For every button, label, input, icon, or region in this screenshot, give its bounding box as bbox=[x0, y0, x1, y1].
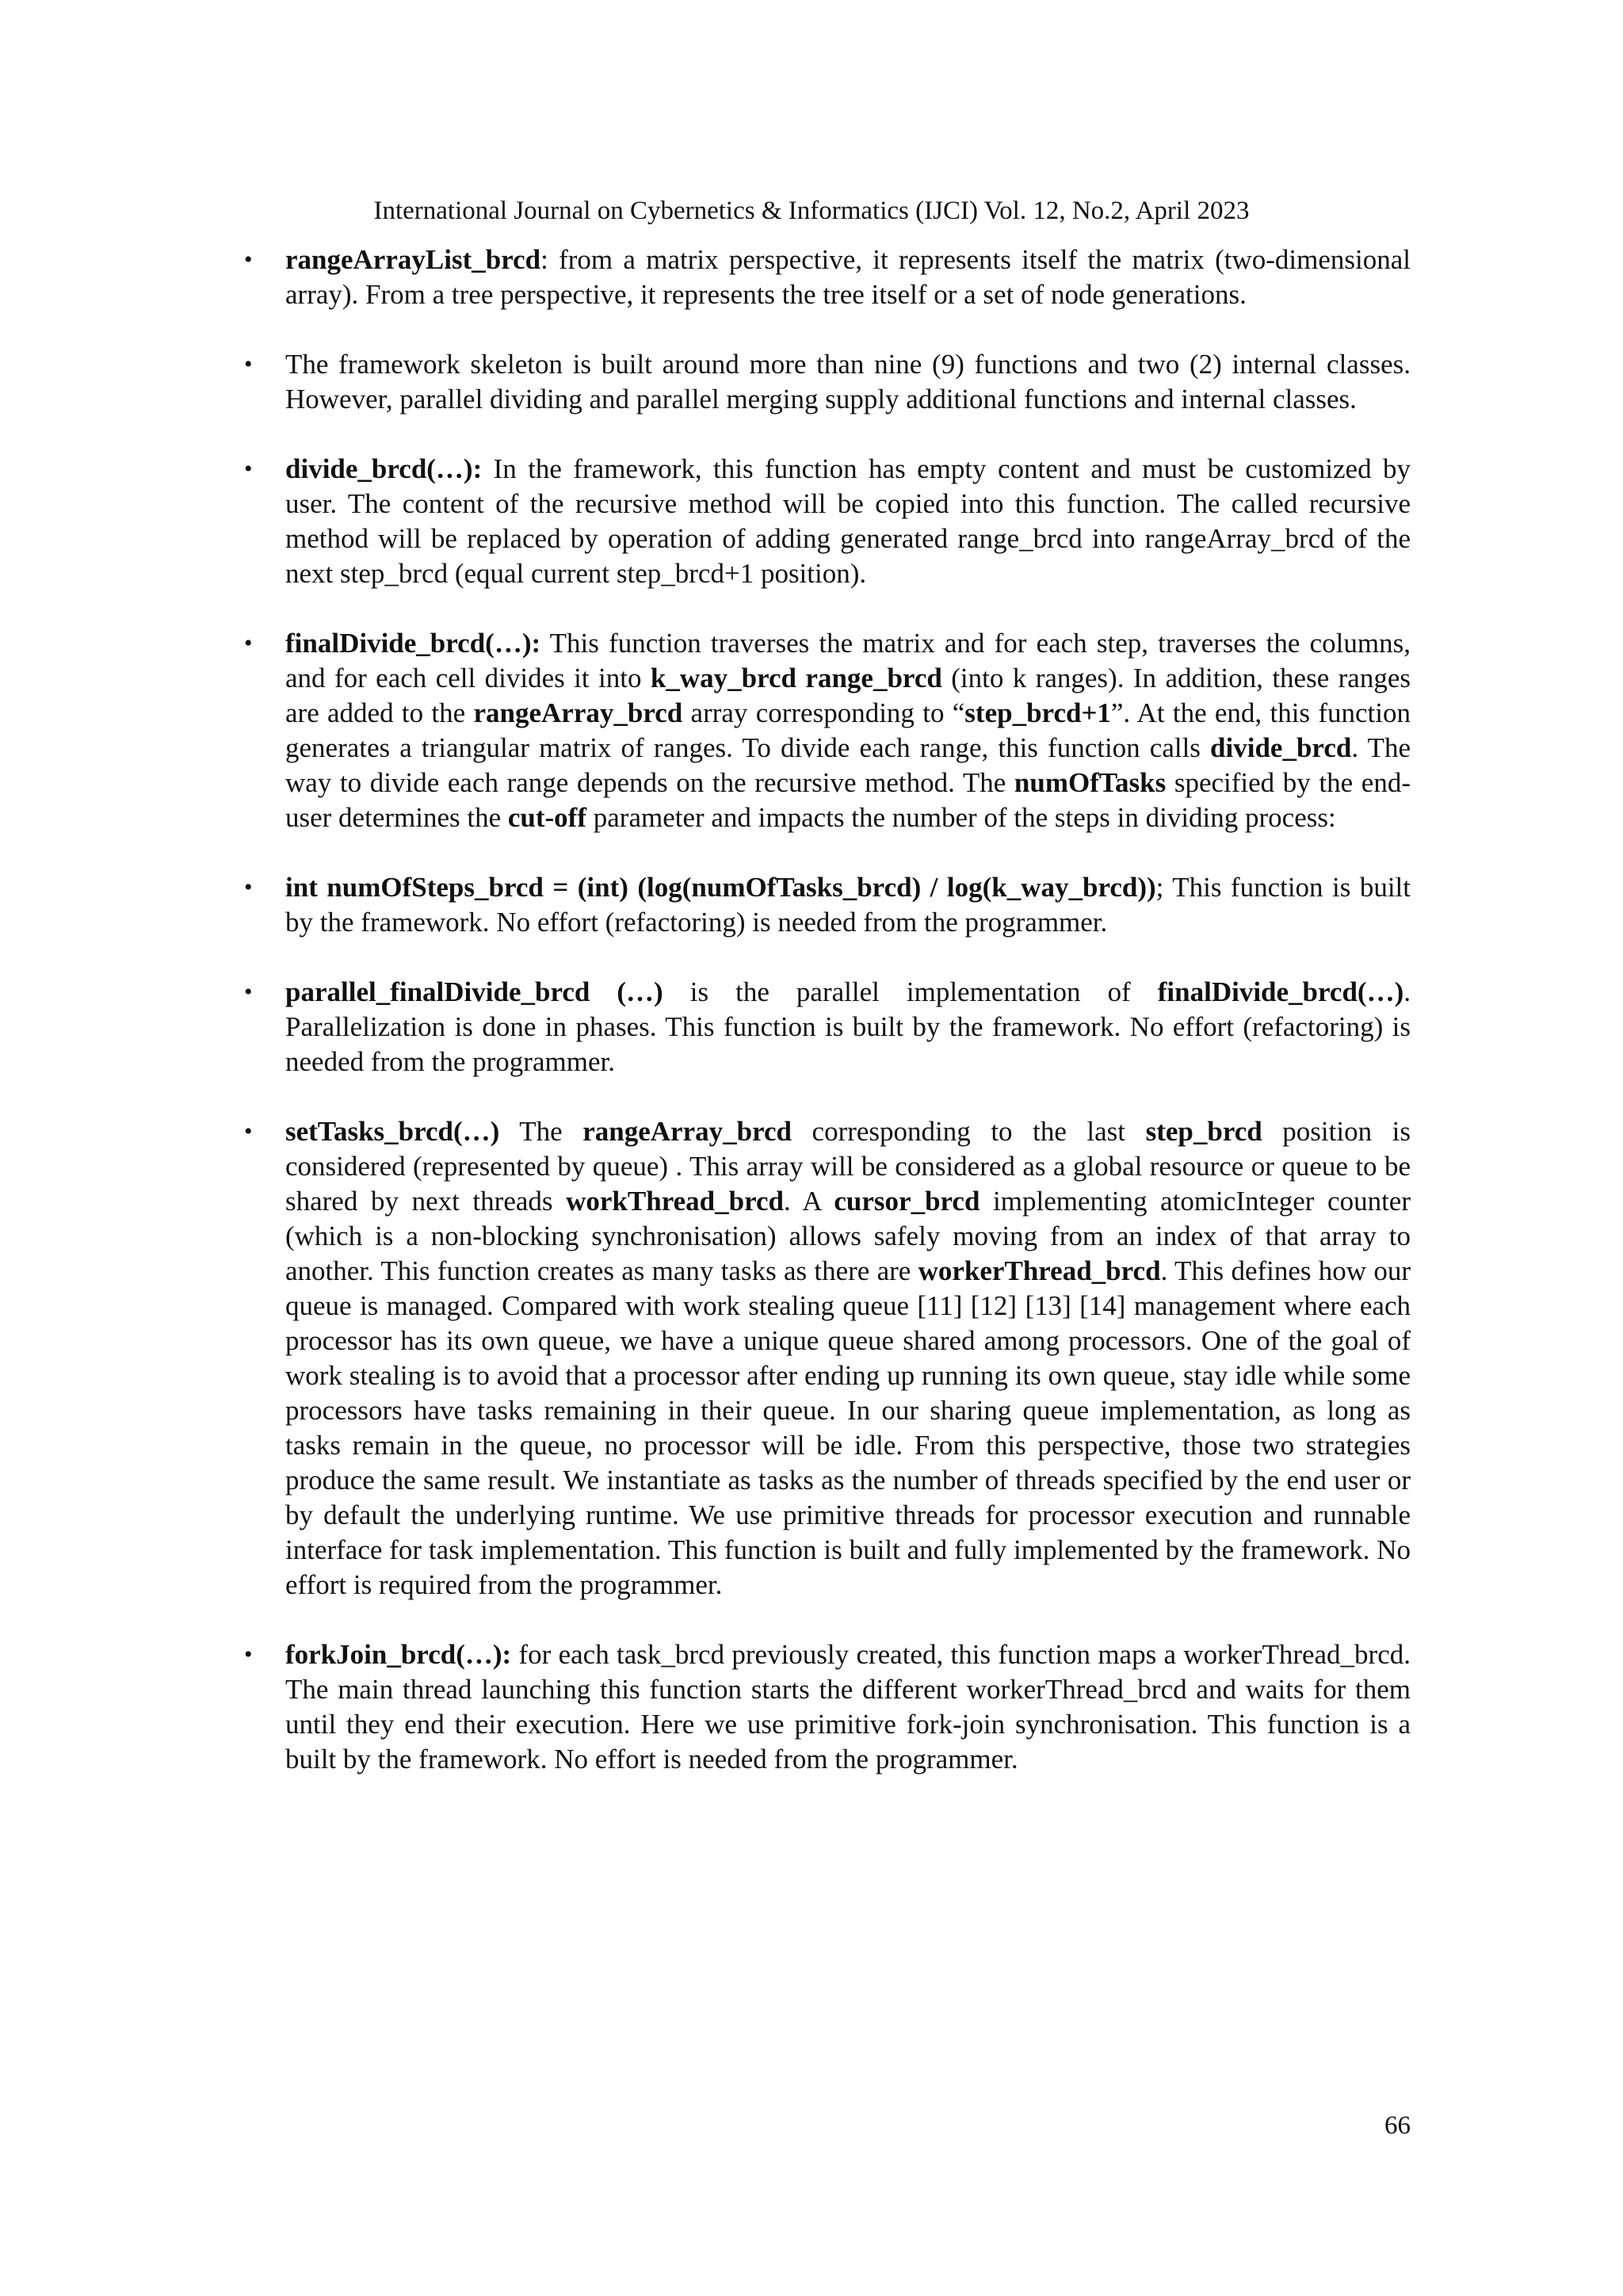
text-run: This function traverses the matrix and for each step, traverses the columns, and for each cell divides it into bbox=[285, 628, 1411, 693]
bold-term: k_way_brcd range_brcd bbox=[650, 663, 942, 693]
bold-term: cut-off bbox=[507, 802, 586, 833]
bold-term: finalDivide_brcd(…): bbox=[285, 628, 541, 659]
text-run: The framework skeleton is built around more than nine (9) functions and two (2) internal classes. However, parallel dividing and parallel merging supply additional functions and internal classes. bbox=[285, 349, 1411, 415]
bullet-item bbox=[238, 626, 1411, 835]
bullet-icon: • bbox=[244, 874, 253, 900]
journal-header: International Journal on Cybernetics & Informatics (IJCI) Vol. 12, No.2, April 2023 bbox=[373, 197, 1250, 225]
bullet-text bbox=[285, 872, 1411, 938]
text-run: ; This function is built by the framework. No effort (refactoring) is needed from the programmer. bbox=[285, 872, 1411, 938]
text-run: . Parallelization is done in phases. This function is built by the framework. No effort (refactoring) is needed from the programmer. bbox=[285, 976, 1411, 1077]
bullet-item bbox=[238, 452, 1411, 591]
bullet-icon: • bbox=[244, 979, 253, 1005]
text-run: corresponding to the last bbox=[791, 1116, 1146, 1147]
bullet-icon: • bbox=[244, 630, 253, 656]
bold-term: forkJoin_brcd(…): bbox=[285, 1639, 512, 1670]
bullet-item bbox=[238, 1637, 1411, 1777]
text-run: ”. At the end, this function generates a triangular matrix of ranges. To divide each range, this function calls bbox=[285, 697, 1411, 763]
text-run: : from a matrix perspective, it represents itself the matrix (two-dimensional array). From a tree perspective, it represents the tree itself or a set of node generations. bbox=[285, 244, 1411, 310]
bullet-icon: • bbox=[244, 456, 253, 482]
page-number: 66 bbox=[1384, 2111, 1411, 2140]
bullet-icon: • bbox=[244, 246, 253, 273]
bold-term: int numOfSteps_brcd = (int) (log(numOfTasks_brcd) / log(k_way_brcd)) bbox=[285, 872, 1156, 903]
bold-term: workThread_brcd bbox=[566, 1186, 784, 1217]
text-run: is the parallel implementation of bbox=[663, 976, 1158, 1007]
bullet-icon: • bbox=[244, 1118, 253, 1144]
bullet-text bbox=[285, 244, 1411, 310]
bullet-text bbox=[285, 453, 1411, 589]
text-run: array corresponding to “ bbox=[682, 697, 965, 728]
bullet-text bbox=[285, 1116, 1411, 1600]
text-run: implementing atomicInteger counter (which is a non-blocking synchronisation) allows safely moving from an index of that array to another. This function creates as many tasks as there are bbox=[285, 1186, 1411, 1286]
text-run: (into k ranges). In addition, these ranges are added to the bbox=[285, 663, 1411, 728]
text-run: The bbox=[499, 1116, 583, 1147]
bold-term: setTasks_brcd(…) bbox=[285, 1116, 500, 1147]
bold-term: cursor_brcd bbox=[834, 1186, 980, 1217]
text-run: . This defines how our queue is managed. Compared with work stealing queue [11] [12] [13] [14] management where each processor has its own queue, we have a unique queue shared among processors. One of the goal of work stealing is to avoid that a processor after ending up running its own queue, stay idle while some processors have tasks remaining in their queue. In our sharing queue implementation, as long as tasks remain in the queue, no processor will be idle. From this perspective, those two strategies produce the same result. We instantiate as tasks as the number of threads specified by the end user or by default the underlying runtime. We use primitive threads for processor execution and runnable interface for task implementation. This function is built and fully implemented by the framework. No effort is required from the programmer. bbox=[285, 1255, 1411, 1600]
bullet-list bbox=[238, 243, 1411, 1812]
bullet-icon: • bbox=[244, 1641, 253, 1668]
bullet-text bbox=[285, 628, 1411, 833]
bold-term: finalDivide_brcd(…) bbox=[1157, 976, 1404, 1007]
bullet-text bbox=[285, 976, 1411, 1077]
bullet-text bbox=[285, 1639, 1411, 1775]
text-run: In the framework, this function has empty content and must be customized by user. The content of the recursive method will be copied into this function. The called recursive method will be replaced by operation of adding generated range_brcd into rangeArray_brcd of the next step_brcd (equal current step_brcd+1 position). bbox=[285, 453, 1411, 589]
bullet-item bbox=[238, 1114, 1411, 1603]
text-run: . The way to divide each range depends on the recursive method. The bbox=[285, 732, 1411, 798]
bold-term: step_brcd+1 bbox=[964, 697, 1111, 728]
bullet-text bbox=[285, 349, 1411, 415]
bullet-icon: • bbox=[244, 351, 253, 377]
bullet-item bbox=[238, 870, 1411, 940]
bullet-item bbox=[238, 243, 1411, 312]
bold-term: divide_brcd(…): bbox=[285, 453, 483, 484]
text-run: position is considered (represented by queue) . This array will be considered as a global resource or queue to be shared by next threads bbox=[285, 1116, 1411, 1217]
bold-term: rangeArray_brcd bbox=[582, 1116, 792, 1147]
bold-term: rangeArray_brcd bbox=[473, 697, 683, 728]
text-run: . A bbox=[783, 1186, 834, 1217]
bold-term: step_brcd bbox=[1145, 1116, 1262, 1147]
bullet-item bbox=[238, 975, 1411, 1079]
text-run: specified by the end-user determines the bbox=[285, 767, 1411, 833]
bold-term: parallel_finalDivide_brcd (…) bbox=[285, 976, 663, 1007]
bold-term: rangeArrayList_brcd bbox=[285, 244, 541, 275]
text-run: parameter and impacts the number of the steps in dividing process: bbox=[586, 802, 1336, 833]
text-run: for each task_brcd previously created, this function maps a workerThread_brcd. The main thread launching this function starts the different workerThread_brcd and waits for them until they end their execution. Here we use primitive fork-join synchronisation. This function is a built by the framework. No effort is needed from the programmer. bbox=[285, 1639, 1411, 1775]
bold-term: numOfTasks bbox=[1014, 767, 1167, 798]
bold-term: divide_brcd bbox=[1210, 732, 1352, 763]
bullet-item bbox=[238, 347, 1411, 417]
bold-term: workerThread_brcd bbox=[918, 1255, 1161, 1286]
